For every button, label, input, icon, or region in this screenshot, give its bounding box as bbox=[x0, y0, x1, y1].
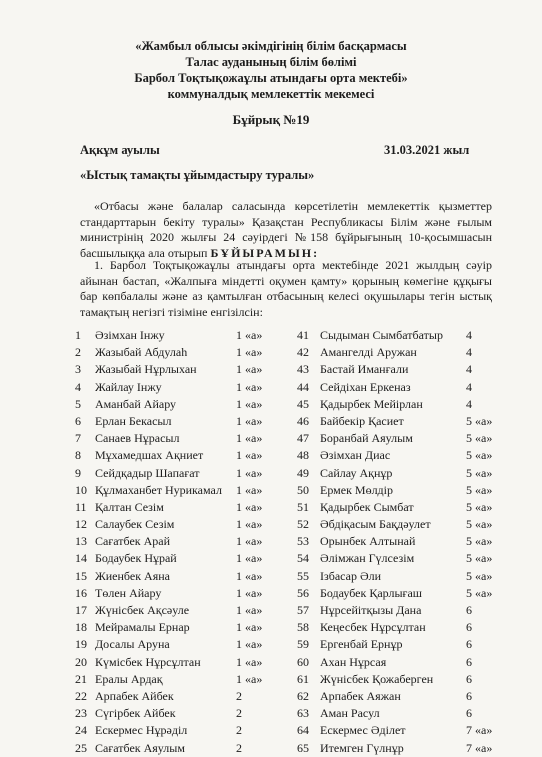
student-number: 54 bbox=[297, 551, 309, 566]
student-class: 5 «а» bbox=[466, 568, 493, 583]
student-name: Әзімхан Інжу bbox=[95, 328, 165, 342]
student-class: 1 «а» bbox=[236, 534, 263, 549]
student-name: Төлен Айару bbox=[95, 585, 162, 600]
student-number: 56 bbox=[297, 585, 309, 600]
order-date: 31.03.2021 жыл bbox=[384, 143, 470, 157]
order-title: Бұйрық №19 bbox=[232, 112, 310, 127]
student-class: 1 «а» bbox=[236, 482, 263, 497]
student-name: Бастай Иманғали bbox=[320, 362, 409, 377]
preamble-text: «Отбасы және балалар саласында көрсетілетін мемлекеттік қызметтер стандарттарын бекіту туралы» Қазақстан Республикасы Білім және ғылым министрінің 2020 жылғы 24 сәуірдегі №158 бұйрығының 10-қосымшасын басшылыққа ала отырып bbox=[80, 199, 492, 260]
student-class: 6 bbox=[466, 671, 472, 686]
student-number: 51 bbox=[297, 499, 309, 514]
student-class: 4 bbox=[466, 328, 472, 342]
student-class: 1 «а» bbox=[236, 396, 263, 411]
student-number: 22 bbox=[75, 688, 87, 703]
student-number: 6 bbox=[75, 413, 81, 428]
student-name: Ерлан Бекасыл bbox=[95, 413, 172, 428]
student-name: Итемген Гүлнұр bbox=[320, 740, 404, 755]
student-number: 61 bbox=[297, 671, 309, 686]
student-name: Жазыбай Абдулаһ bbox=[95, 345, 188, 360]
student-class: 1 «а» bbox=[236, 379, 263, 394]
student-name: Жүнісбек Ақсәуле bbox=[95, 603, 190, 617]
student-number: 52 bbox=[297, 517, 309, 532]
student-class: 1 «а» bbox=[236, 568, 263, 583]
student-number: 63 bbox=[297, 706, 309, 721]
order-keyword: БҰЙЫРАМЫН: bbox=[210, 245, 320, 260]
student-number: 25 bbox=[75, 740, 87, 755]
student-number: 42 bbox=[297, 345, 309, 360]
student-name: Ізбасар Әли bbox=[320, 568, 382, 583]
student-class: 4 bbox=[466, 379, 472, 394]
student-number: 21 bbox=[75, 671, 87, 686]
student-class: 1 «а» bbox=[236, 517, 263, 532]
student-class: 1 «а» bbox=[236, 585, 263, 600]
student-class: 2 bbox=[236, 723, 242, 738]
student-number: 5 bbox=[75, 396, 81, 411]
student-number: 49 bbox=[297, 465, 309, 480]
student-number: 44 bbox=[297, 379, 309, 394]
student-class: 5 «а» bbox=[466, 465, 493, 480]
student-name: Арпабек Айбек bbox=[95, 688, 174, 703]
order-point-1 bbox=[80, 258, 492, 320]
student-number: 43 bbox=[297, 362, 309, 377]
student-name: Сағатбек Арай bbox=[95, 534, 171, 549]
student-name: Әлімжан Гүлсезім bbox=[320, 551, 415, 566]
student-name: Ахан Нұрсая bbox=[320, 654, 387, 669]
student-name: Бодаубек Қарлығаш bbox=[320, 585, 423, 600]
student-class: 2 bbox=[236, 740, 242, 755]
student-class: 4 bbox=[466, 345, 472, 360]
student-number: 23 bbox=[75, 706, 87, 721]
student-name: Сайлау Ақнұр bbox=[320, 465, 393, 480]
student-class: 1 «а» bbox=[236, 345, 263, 360]
student-number: 48 bbox=[297, 448, 309, 463]
header-line-3: Барбол Тоқтықожаұлы атындағы орта мектебі» bbox=[134, 71, 408, 85]
student-class: 5 «а» bbox=[466, 517, 493, 532]
student-name: Боранбай Аяулым bbox=[320, 431, 413, 446]
student-number: 15 bbox=[75, 568, 87, 583]
student-number: 59 bbox=[297, 637, 309, 652]
student-name: Аман Расул bbox=[320, 706, 380, 721]
student-number: 3 bbox=[75, 362, 81, 377]
student-name: Санаев Нұрасыл bbox=[95, 431, 180, 446]
student-number: 14 bbox=[75, 551, 87, 566]
student-name: Досалы Аруна bbox=[95, 637, 170, 652]
student-number: 11 bbox=[75, 499, 87, 514]
student-class: 6 bbox=[466, 706, 472, 721]
student-number: 41 bbox=[297, 328, 309, 342]
student-name: Амангелді Аружан bbox=[320, 345, 417, 360]
student-name: Сыдыман Сымбатбатыр bbox=[320, 328, 443, 342]
student-number: 24 bbox=[75, 723, 87, 738]
student-class: 5 «а» bbox=[466, 534, 493, 549]
student-number: 19 bbox=[75, 637, 87, 652]
student-class: 1 «а» bbox=[236, 413, 263, 428]
student-name: Нұрсейітқызы Дана bbox=[320, 603, 422, 617]
student-number: 7 bbox=[75, 431, 81, 446]
student-name: Сағатбек Аяулым bbox=[95, 740, 185, 755]
student-name: Сейдқадыр Шапағат bbox=[95, 465, 200, 480]
student-name: Мейрамалы Ернар bbox=[95, 620, 190, 635]
student-number: 64 bbox=[297, 723, 309, 738]
student-name: Күмісбек Нұрсұлтан bbox=[95, 654, 201, 669]
student-number: 17 bbox=[75, 603, 87, 617]
student-class: 1 «а» bbox=[236, 328, 263, 342]
preamble-paragraph bbox=[80, 199, 492, 261]
student-class: 1 «а» bbox=[236, 620, 263, 635]
student-name: Қалтан Сезім bbox=[95, 499, 164, 514]
student-class: 6 bbox=[466, 620, 472, 635]
student-name: Орынбек Алтынай bbox=[320, 534, 416, 549]
student-name: Арпабек Аяжан bbox=[320, 688, 401, 703]
student-number: 50 bbox=[297, 482, 309, 497]
student-class: 4 bbox=[466, 362, 472, 377]
student-name: Қадырбек Мейірлан bbox=[320, 396, 423, 411]
student-class: 5 «а» bbox=[466, 585, 493, 600]
student-number: 16 bbox=[75, 585, 87, 600]
student-name: Сейдіхан Еркеназ bbox=[320, 379, 411, 394]
student-number: 12 bbox=[75, 517, 87, 532]
institution-header bbox=[0, 38, 542, 102]
student-name: Аманбай Айару bbox=[95, 396, 177, 411]
student-name: Сүгірбек Айбек bbox=[95, 706, 176, 721]
student-number: 8 bbox=[75, 448, 81, 463]
student-class: 4 bbox=[466, 396, 472, 411]
student-number: 2 bbox=[75, 345, 81, 360]
student-name: Мұхамедшах Ақниет bbox=[95, 448, 204, 463]
header-line-2: Талас ауданының білім бөлімі bbox=[185, 55, 357, 69]
student-class: 1 «а» bbox=[236, 603, 263, 617]
student-name: Ермек Мөлдір bbox=[320, 482, 393, 497]
student-class: 5 «а» bbox=[466, 482, 493, 497]
student-class: 6 bbox=[466, 654, 472, 669]
student-name: Жүнісбек Қожаберген bbox=[320, 671, 434, 686]
student-number: 65 bbox=[297, 740, 309, 755]
student-class: 1 «а» bbox=[236, 431, 263, 446]
order-point-1-text: 1. Барбол Тоқтықожаұлы атындағы орта мектебінде 2021 жылдың сәуір айынан бастап, «Жалпыға міндетті оқумен қамту» қорының көмегіне құқығы бар көпбалалы және аз қамтылған отбасының келесі оқушылары тегін ыстық тамақтың негізгі тізіміне енгізілсін: bbox=[80, 258, 492, 319]
student-name: Жазыбай Нұрлыхан bbox=[95, 362, 197, 377]
student-number: 55 bbox=[297, 568, 309, 583]
header-line-4: коммуналдық мемлекеттік мекемесі bbox=[167, 87, 375, 101]
student-name: Салаубек Сезім bbox=[95, 517, 175, 532]
student-class: 7 «а» bbox=[466, 740, 493, 755]
student-class: 1 «а» bbox=[236, 448, 263, 463]
student-name: Ергенбай Ернұр bbox=[320, 637, 403, 652]
student-name: Қадырбек Сымбат bbox=[320, 499, 414, 514]
student-name: Жайлау Інжу bbox=[95, 379, 162, 394]
student-number: 57 bbox=[297, 603, 309, 617]
student-class: 1 «а» bbox=[236, 362, 263, 377]
student-class: 7 «а» bbox=[466, 723, 493, 738]
student-name: Ескермес Әділет bbox=[320, 723, 406, 738]
student-class: 1 «а» bbox=[236, 637, 263, 652]
student-name: Ералы Ардақ bbox=[95, 671, 163, 686]
student-number: 62 bbox=[297, 688, 309, 703]
student-class: 1 «а» bbox=[236, 499, 263, 514]
student-name: Ескермес Нұрәділ bbox=[95, 723, 188, 738]
student-class: 1 «а» bbox=[236, 465, 263, 480]
student-name: Байбекір Қасиет bbox=[320, 413, 404, 428]
student-class: 5 «а» bbox=[466, 431, 493, 446]
place-name: Ақкұм ауылы bbox=[80, 143, 160, 157]
student-class: 6 bbox=[466, 603, 472, 617]
student-class: 5 «а» bbox=[466, 499, 493, 514]
student-number: 46 bbox=[297, 413, 309, 428]
student-number: 53 bbox=[297, 534, 309, 549]
student-number: 1 bbox=[75, 328, 81, 342]
student-class: 2 bbox=[236, 706, 242, 721]
student-number: 4 bbox=[75, 379, 81, 394]
student-number: 58 bbox=[297, 620, 309, 635]
student-class: 6 bbox=[466, 637, 472, 652]
student-number: 45 bbox=[297, 396, 309, 411]
student-class: 5 «а» bbox=[466, 448, 493, 463]
student-name: Жиенбек Аяна bbox=[95, 568, 170, 583]
student-name: Құлмаханбет Нурикамал bbox=[95, 482, 222, 497]
student-number: 60 bbox=[297, 654, 309, 669]
student-class: 5 «а» bbox=[466, 413, 493, 428]
student-number: 9 bbox=[75, 465, 81, 480]
student-number: 18 bbox=[75, 620, 87, 635]
student-name: Бодаубек Нұрай bbox=[95, 551, 177, 566]
student-number: 20 bbox=[75, 654, 87, 669]
student-name: Әбдіқасым Бақдәулет bbox=[320, 517, 431, 532]
student-name: Кеңесбек Нұрсұлтан bbox=[320, 620, 426, 635]
student-class: 6 bbox=[466, 688, 472, 703]
student-class: 5 «а» bbox=[466, 551, 493, 566]
student-class: 1 «а» bbox=[236, 654, 263, 669]
student-class: 2 bbox=[236, 688, 242, 703]
student-number: 13 bbox=[75, 534, 87, 549]
student-class: 1 «а» bbox=[236, 671, 263, 686]
student-number: 47 bbox=[297, 431, 309, 446]
student-class: 1 «а» bbox=[236, 551, 263, 566]
header-line-1: «Жамбыл облысы әкімдігінің білім басқармасы bbox=[135, 39, 407, 53]
order-subject: «Ыстық тамақты ұйымдастыру туралы» bbox=[80, 168, 315, 182]
student-name: Әзімхан Диас bbox=[320, 448, 391, 463]
student-number: 10 bbox=[75, 482, 87, 497]
